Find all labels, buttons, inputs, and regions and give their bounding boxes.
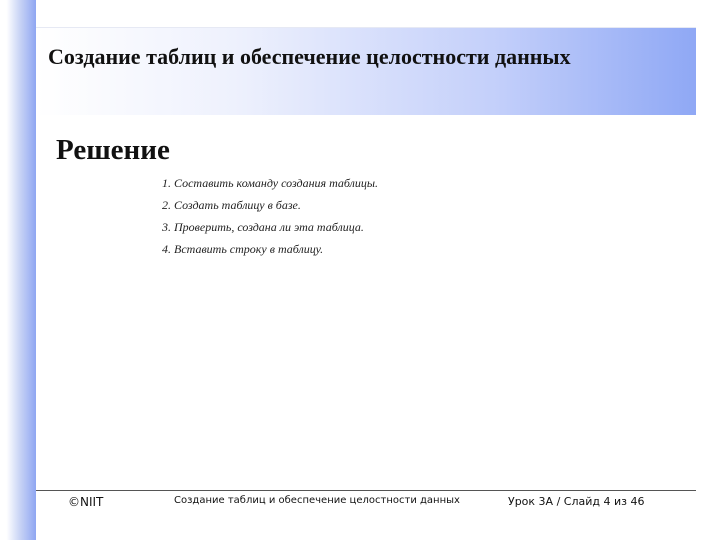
footer-divider xyxy=(36,490,696,491)
left-gradient-bar xyxy=(0,0,36,540)
step-item: 1. Составить команду создания таблицы. xyxy=(162,176,379,190)
footer-slide-number: Урок 3А / Слайд 4 из 46 xyxy=(508,495,645,508)
section-heading: Решение xyxy=(56,134,170,166)
step-item: 3. Проверить, создана ли эта таблица. xyxy=(162,220,364,234)
slide-title: Создание таблиц и обеспечение целостности данных xyxy=(48,44,571,69)
steps-list xyxy=(162,172,378,260)
step-item: 2. Создать таблицу в базе. xyxy=(162,198,301,212)
footer-copyright: ©NIIT xyxy=(68,495,104,509)
step-item: 4. Вставить строку в таблицу. xyxy=(162,242,324,256)
footer-title: Создание таблиц и обеспечение целостности данных xyxy=(174,495,460,506)
